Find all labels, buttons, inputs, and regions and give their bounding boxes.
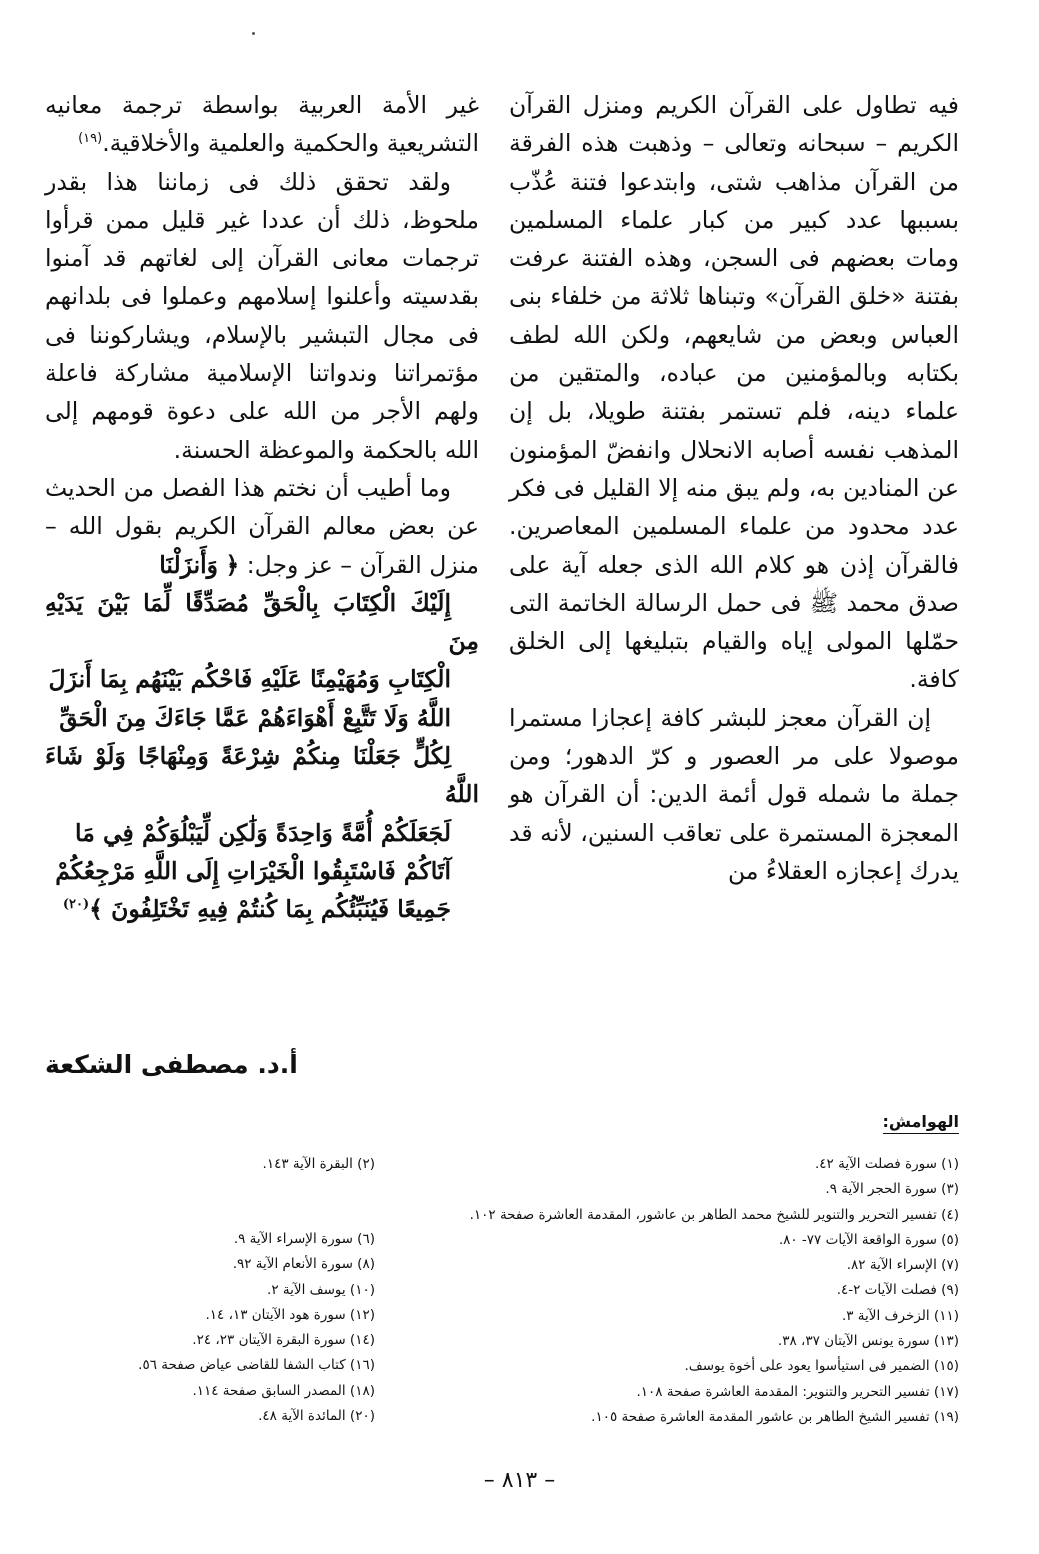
footnote-ref-20: (٢٠) [62, 897, 90, 913]
verse-line-3: الْكِتَابِ وَمُهَيْمِنًا عَلَيْهِ فَاحْكُم بَيْنَهُم بِمَا أَنزَلَ [48, 665, 451, 694]
scan-speck [252, 32, 255, 35]
footnote-3: (٣) سورة الحجر الآية ٩. [825, 1181, 959, 1198]
footnote-14: (١٤) سورة البقرة الآيتان ٢٣، ٢٤. [192, 1332, 375, 1349]
footnote-8: (٨) سورة الأنعام الآية ٩٢. [232, 1256, 375, 1273]
verse-line-7: آتَاكُمْ فَاسْتَبِقُوا الْخَيْرَاتِ إِلَى اللَّهِ مَرْجِعُكُمْ [55, 856, 451, 885]
left-paragraph-3 [45, 469, 479, 929]
page-number: – ٨١٣ – [483, 1468, 556, 1493]
verse-line-6: لَجَعَلَكُمْ أُمَّةً وَاحِدَةً وَلَٰكِن لِّيَبْلُوَكُمْ فِي مَا [75, 818, 451, 847]
footnotes-title: الهوامش: [883, 1112, 960, 1134]
footnote-16: (١٦) كتاب الشفا للقاضى عياض صفحة ٥٦. [138, 1357, 375, 1374]
footnote-9: (٩) فصلت الآيات ٢-٤. [836, 1282, 959, 1299]
author-signature: أ.د. مصطفى الشكعة [45, 1050, 298, 1079]
footnote-19: (١٩) تفسير الشيخ الطاهر بن عاشور المقدمة العاشرة صفحة ١٠٥. [591, 1408, 959, 1425]
right-paragraph-1: فيه تطاول على القرآن الكريم ومنزل القرآن الكريم – سبحانه وتعالى – وذهبت هذه الفرقة من القرآن مذاهب شتى، وابتدعوا فتنة عُذّب بسببها عدد كبير من كبار علماء المسلمين ومات بعضهم فى السجن، وهذه الفتنة عرفت بفتنة «خلق القرآن» وتبناها ثلاثة من خلفاء بنى العباس وبعض من شايعهم، ولكن الله لطف بكتابه وبالمؤمنين من عباده، والمتقين من علماء دينه، فلم تستمر بفتنة طويلا، بل إن المذهب نفسه أصابه الانحلال وانفضّ المؤمنون عن المنادين به، ولم يبق منه إلا القليل فى فكر عدد محدود من علماء المسلمين المعاصرين. فالقرآن إذن هو كلام الله الذى جعله آية على صدق محمد ﷺ فى حمل الرسالة الخاتمة التى حمّلها المولى إياه والقيام بتبليغها إلى الخلق كافة. [509, 91, 959, 694]
footnote-4: (٤) تفسير التحرير والتنوير للشيخ محمد الطاهر بن عاشور، المقدمة العاشرة صفحة ١٠٢. [469, 1206, 959, 1223]
verse-line-4: اللَّهُ وَلَا تَتَّبِعْ أَهْوَاءَهُمْ عَمَّا جَاءَكَ مِنَ الْحَقِّ [59, 703, 451, 732]
right-paragraph-2: إن القرآن معجز للبشر كافة إعجازا مستمرا موصولا على مر العصور و كرّ الدهور؛ ومن جملة ما شمله قول أئمة الدين: أن القرآن هو المعجزة المستمرة على تعاقب السنين، لأنه قد يدرك إعجازه العقلاءُ من [509, 703, 959, 885]
footnote-18: (١٨) المصدر السابق صفحة ١١٤. [192, 1382, 375, 1399]
verse-line-8: جَمِيعًا فَيُنَبِّئُكُم بِمَا كُنتُمْ فِيهِ تَخْتَلِفُونَ [111, 895, 451, 924]
footnote-13: (١٣) سورة يونس الآيتان ٣٧، ٣٨. [777, 1333, 959, 1350]
left-text-column [45, 86, 479, 929]
right-text-column [509, 86, 959, 890]
verse-open-bracket: ﴿ [225, 550, 240, 579]
verse-close-bracket: ﴾ [89, 895, 103, 924]
footnote-7: (٧) الإسراء الآية ٨٢. [846, 1257, 959, 1274]
left-paragraph-3-text: وما أطيب أن نختم هذا الفصل من الحديث عن بعض معالم القرآن الكريم بقول الله – منزل القرآن – عز وجل: [45, 473, 479, 579]
footnotes-left-column-top [263, 1152, 375, 1177]
footnotes-left-column [138, 1227, 375, 1429]
left-paragraph-1-text: غير الأمة العربية بواسطة ترجمة معانيه التشريعية والحكمية والعلمية والأخلاقية. [45, 91, 479, 158]
left-paragraph-2: ولقد تحقق ذلك فى زماننا هذا بقدر ملحوظ، ذلك أن عددا غير قليل ممن قرأوا ترجمات معانى القرآن إلى لغاتهم قد آمنوا بقدسيته وأعلنوا إسلامهم وعملوا فى بلدانهم فى مجال التبشير بالإسلام، ويشاركوننا فى مؤتمراتنا وندواتنا الإسلامية مشاركة فاعلة ولهم الأجر من الله على دعوة قومهم إلى الله بالحكمة والموعظة الحسنة. [45, 167, 479, 464]
footnote-15: (١٥) الضمير فى استيأسوا يعود على أخوة يوسف. [684, 1358, 959, 1375]
footnote-10: (١٠) يوسف الآية ٢. [267, 1281, 375, 1298]
footnote-17: (١٧) تفسير التحرير والتنوير: المقدمة العاشرة صفحة ١٠٨. [636, 1383, 959, 1400]
footnotes-right-column [470, 1152, 959, 1430]
left-paragraph-1 [45, 86, 479, 163]
verse-line-1: وَأَنزَلْنَا [159, 550, 218, 579]
footnote-20: (٢٠) المائدة الآية ٤٨. [258, 1408, 375, 1425]
footnote-5: (٥) سورة الواقعة الآيات ٧٧- ٨٠. [778, 1231, 959, 1248]
verse-line-5: لِكُلٍّ جَعَلْنَا مِنكُمْ شِرْعَةً وَمِنْهَاجًا وَلَوْ شَاءَ اللَّهُ [45, 742, 479, 809]
footnote-ref-19: (١٩) [78, 131, 103, 147]
footnote-1: (١) سورة فصلت الآية ٤٢. [815, 1156, 959, 1172]
footnote-11: (١١) الزخرف الآية ٣. [841, 1307, 959, 1324]
verse-line-8-wrap [45, 890, 479, 928]
footnote-12: (١٢) سورة هود الآيتان ١٣، ١٤. [205, 1306, 375, 1323]
footnote-6: (٦) سورة الإسراء الآية ٩. [233, 1231, 375, 1247]
verse-line-2: إِلَيْكَ الْكِتَابَ بِالْحَقِّ مُصَدِّقًا لِّمَا بَيْنَ يَدَيْهِ مِنَ [45, 588, 479, 656]
footnote-2: (٢) البقرة الآية ١٤٣. [262, 1156, 375, 1172]
